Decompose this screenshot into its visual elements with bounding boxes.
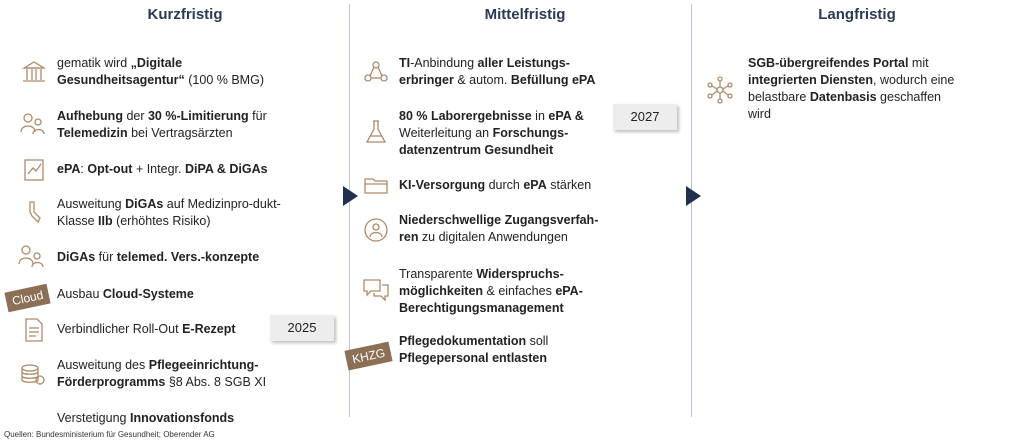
column-divider-2	[691, 4, 692, 417]
mid-item-4	[399, 266, 614, 317]
text-segment: & einfaches	[483, 284, 556, 298]
text-segment: SGB-übergreifendes Portal	[748, 56, 909, 70]
text-segment: DiGAs	[125, 197, 164, 211]
folder-icon	[362, 171, 390, 199]
short-item-5	[57, 286, 307, 303]
text-segment: -Anbindung	[410, 56, 478, 70]
text-segment: Ausbau	[57, 287, 103, 301]
text-segment: + Integr.	[132, 162, 185, 176]
lab-flask-icon	[362, 118, 390, 146]
text-segment: Verstetigung	[57, 411, 130, 425]
text-segment: :	[80, 162, 88, 176]
cloud-tag: Cloud	[4, 284, 51, 313]
text-segment: für	[248, 109, 267, 123]
text-segment: IIb	[98, 214, 113, 228]
column-heading-long: Langfristig	[818, 6, 896, 23]
text-segment: in	[531, 109, 549, 123]
text-segment: §8 Abs. 8 SGB XI	[165, 375, 267, 389]
hub-icon	[706, 76, 734, 104]
text-segment: Opt-out	[87, 162, 133, 176]
text-segment: 30 %-Limitierung	[147, 109, 249, 123]
text-segment: Aufhebung	[57, 109, 123, 123]
text-segment: bei Vertragsärzten	[127, 126, 233, 140]
text-segment: TI	[399, 56, 411, 70]
text-segment: Cloud-Systeme	[102, 287, 194, 301]
text-segment: Niederschwellige Zugangsverfah-ren	[399, 213, 599, 244]
text-segment: Ausweitung des	[57, 358, 149, 372]
short-item-0	[57, 55, 287, 89]
prescription-icon	[20, 316, 48, 344]
timeline-arrow-2	[686, 186, 701, 206]
coins-icon	[18, 360, 46, 388]
text-segment: aller Leistungs-erbringer	[399, 56, 570, 87]
text-segment: Datenbasis	[809, 90, 877, 104]
text-segment: gematik wird	[57, 56, 131, 70]
network-icon	[362, 58, 390, 86]
text-segment: Widerspruchs-möglichkeiten	[399, 267, 564, 298]
text-segment: soll	[526, 334, 549, 348]
short-item-3	[57, 196, 287, 230]
mid-item-5	[399, 333, 614, 367]
access-icon	[362, 216, 390, 244]
year-2025-badge: 2025	[270, 315, 334, 341]
text-segment: ePA	[523, 178, 547, 192]
epa-document-icon	[20, 156, 48, 184]
mid-item-3	[399, 212, 614, 246]
mid-item-2	[399, 177, 629, 194]
long-item-0	[748, 55, 963, 123]
text-segment: ePA &	[548, 109, 584, 123]
text-segment: Pflegepersonal entlasten	[399, 351, 547, 365]
text-segment: Pflegedokumentation	[399, 334, 527, 348]
text-segment: Ausweitung	[57, 197, 126, 211]
text-segment: 80 % Laborergebnisse	[399, 109, 532, 123]
text-segment: Forschungs-datenzentrum Gesundheit	[399, 126, 569, 157]
text-segment: , wodurch eine belastbare	[748, 73, 955, 104]
text-segment: für	[95, 250, 117, 264]
doctor-patient-icon	[18, 110, 46, 138]
short-item-8	[57, 410, 307, 427]
text-segment: Transparente	[399, 267, 477, 281]
text-segment: Pflegeeinrichtung-Förderprogramms	[57, 358, 259, 389]
text-segment: auf Medizinpro-dukt-Klasse	[57, 197, 281, 228]
short-item-7	[57, 357, 287, 391]
bone-icon	[20, 198, 48, 226]
text-segment: stärken	[546, 178, 592, 192]
mid-item-0	[399, 55, 609, 89]
text-segment: Befüllung ePA	[510, 73, 596, 87]
text-segment: integrierten Diensten	[748, 73, 874, 87]
year-2027-badge: 2027	[613, 104, 677, 130]
text-segment: „Digitale Gesundheitsagentur“	[57, 56, 185, 87]
short-item-4	[57, 249, 307, 266]
text-segment: Weiterleitung an	[399, 126, 493, 140]
mid-item-1	[399, 108, 604, 159]
text-segment: telemed. Vers.-konzepte	[116, 250, 260, 264]
text-segment: DiPA & DiGAs	[184, 162, 268, 176]
telemed-icon	[16, 242, 44, 270]
text-segment: (100 % BMG)	[184, 73, 264, 87]
column-heading-short: Kurzfristig	[147, 6, 223, 23]
short-item-1	[57, 108, 287, 142]
speech-bubbles-icon	[362, 276, 390, 304]
text-segment: mit	[908, 56, 929, 70]
text-segment: geschaffen wird	[748, 90, 941, 121]
text-segment: KI-Versorgung	[399, 178, 486, 192]
short-item-2	[57, 161, 307, 178]
text-segment: zu digitalen Anwendungen	[418, 230, 568, 244]
text-segment: Innovationsfonds	[129, 411, 235, 425]
text-segment: (erhöhtes Risiko)	[112, 214, 211, 228]
building-icon	[20, 58, 48, 86]
text-segment: & autom.	[453, 73, 511, 87]
khzg-tag: KHZG	[344, 342, 393, 371]
column-heading-mid: Mittelfristig	[484, 6, 566, 23]
text-segment: DiGAs	[57, 250, 96, 264]
text-segment: ePA	[57, 162, 81, 176]
short-item-6	[57, 321, 277, 338]
text-segment: Verbindlicher Roll-Out	[57, 322, 183, 336]
timeline-arrow-1	[343, 186, 358, 206]
text-segment: durch	[485, 178, 524, 192]
text-segment: Telemedizin	[57, 126, 128, 140]
text-segment: ePA-Berechtigungsmanagement	[399, 284, 583, 315]
text-segment: E-Rezept	[182, 322, 236, 336]
source-note: Quellen: Bundesministerium für Gesundheit; Oberender AG	[4, 430, 215, 439]
text-segment: der	[122, 109, 148, 123]
